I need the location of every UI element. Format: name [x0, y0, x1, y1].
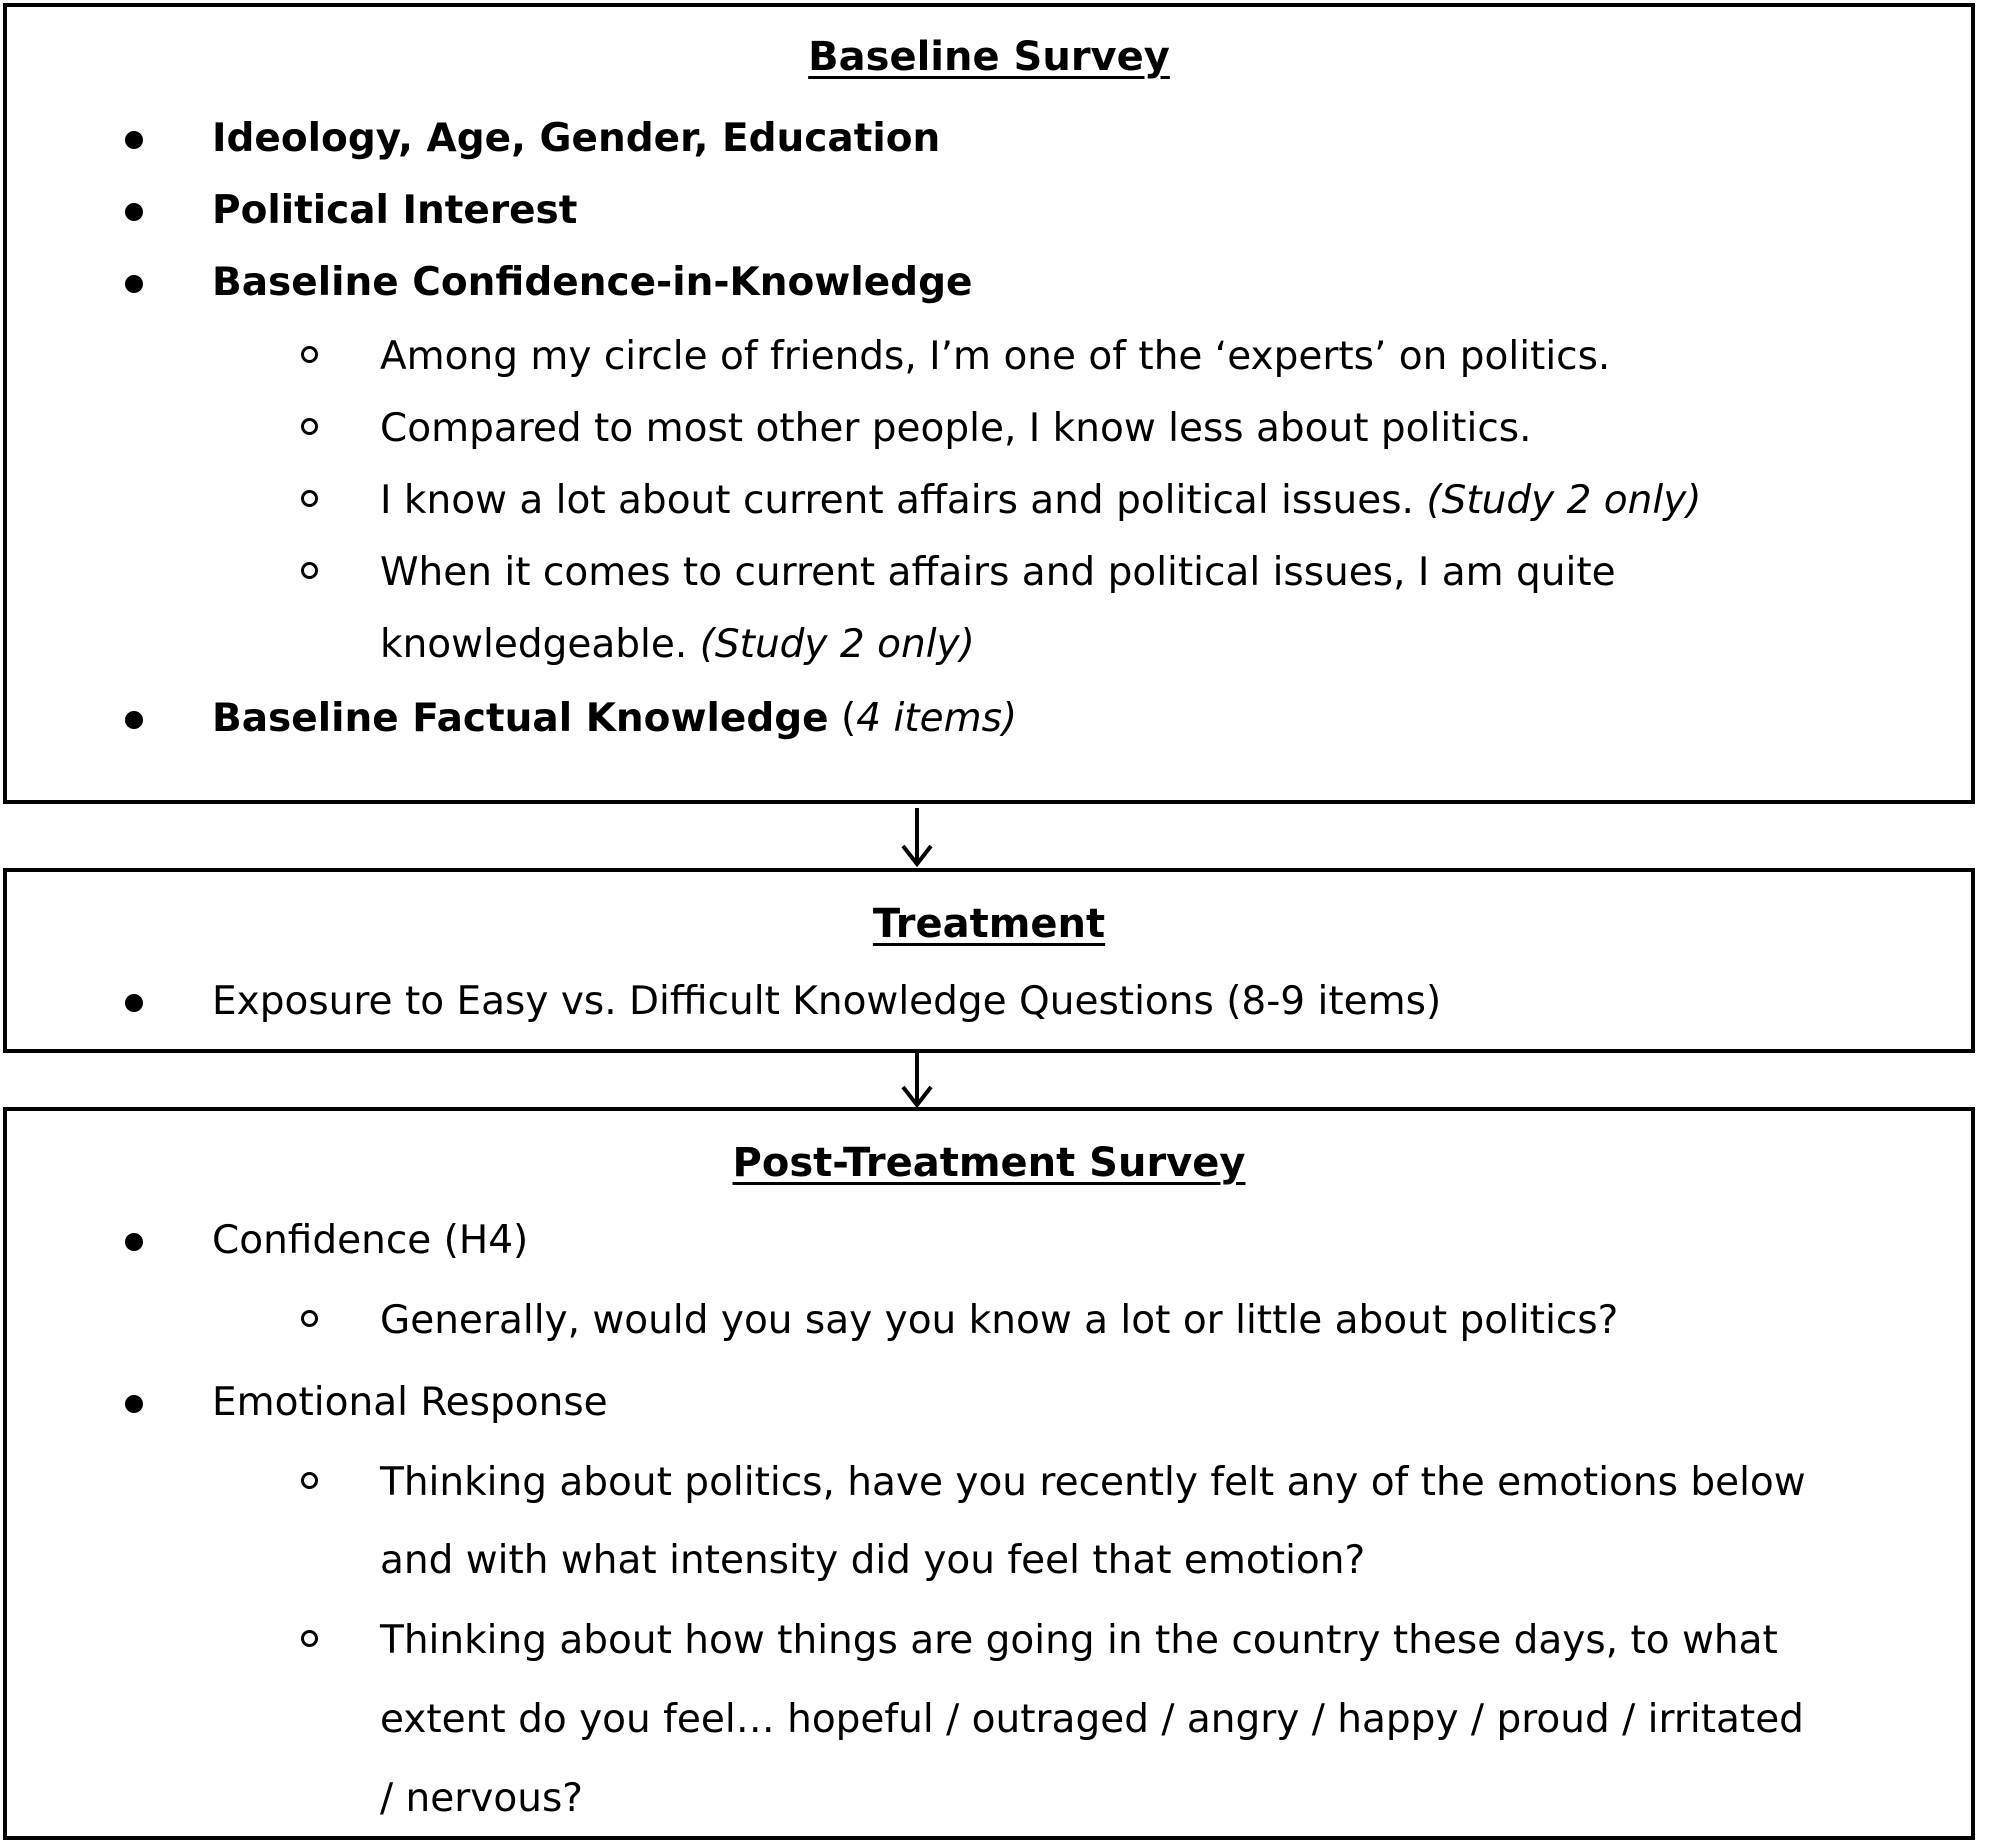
treatment-title: Treatment — [872, 901, 1106, 947]
sub-item-text-wrap — [380, 609, 975, 681]
item-note: 4 items) — [856, 696, 1018, 741]
bullet-icon — [125, 1233, 143, 1251]
sub-item-text: Generally, would you say you know a lot or little about politics? — [380, 1298, 1619, 1343]
item-text: Ideology, Age, Gender, Education — [212, 116, 941, 161]
down-arrow-icon — [897, 808, 937, 868]
circle-bullet-icon — [301, 490, 318, 507]
sub-item-text: Compared to most other people, I know less about politics. — [380, 406, 1532, 451]
sub-item-text-wrap — [380, 465, 1702, 537]
baseline-survey-title: Baseline Survey — [808, 34, 1170, 80]
sub-item-text: knowledgeable. — [380, 622, 688, 667]
circle-bullet-icon — [301, 1310, 318, 1327]
sub-item-text: I know a lot about current affairs and political issues. — [380, 478, 1414, 523]
circle-bullet-icon — [301, 1630, 318, 1647]
sub-item-text: extent do you feel… hopeful / outraged / angry / happy / proud / irritated — [380, 1697, 1804, 1742]
post-treatment-survey-title: Post-Treatment Survey — [732, 1140, 1246, 1186]
item-text-wrap — [212, 683, 1017, 755]
sub-item-text: Thinking about how things are going in the country these days, to what — [380, 1618, 1778, 1663]
bullet-icon — [125, 131, 143, 149]
item-text: Exposure to Easy vs. Difficult Knowledge Questions (8-9 items) — [212, 979, 1442, 1024]
down-arrow-icon — [897, 1051, 937, 1111]
sub-item-text: Among my circle of friends, I’m one of the ‘experts’ on politics. — [380, 334, 1611, 379]
circle-bullet-icon — [301, 562, 318, 579]
baseline-survey-box — [3, 3, 1975, 804]
study-note: (Study 2 only) — [1426, 478, 1702, 523]
paren-open: ( — [841, 696, 857, 741]
circle-bullet-icon — [301, 1472, 318, 1489]
item-text: Confidence (H4) — [212, 1218, 529, 1263]
item-text: Political Interest — [212, 188, 578, 233]
sub-item-text: When it comes to current affairs and political issues, I am quite — [380, 550, 1616, 595]
sub-item-text: and with what intensity did you feel that emotion? — [380, 1538, 1366, 1583]
item-text: Baseline Factual Knowledge — [212, 696, 829, 741]
treatment-box — [3, 868, 1975, 1053]
bullet-icon — [125, 994, 143, 1012]
sub-item-text: Thinking about politics, have you recently felt any of the emotions below — [380, 1460, 1806, 1505]
bullet-icon — [125, 1395, 143, 1413]
study-note: (Study 2 only) — [699, 622, 975, 667]
item-text: Baseline Confidence-in-Knowledge — [212, 260, 973, 305]
post-treatment-survey-box — [3, 1107, 1975, 1840]
bullet-icon — [125, 275, 143, 293]
item-text: Emotional Response — [212, 1380, 608, 1425]
bullet-icon — [125, 711, 143, 729]
circle-bullet-icon — [301, 346, 318, 363]
bullet-icon — [125, 203, 143, 221]
circle-bullet-icon — [301, 418, 318, 435]
sub-item-text: / nervous? — [380, 1776, 583, 1821]
